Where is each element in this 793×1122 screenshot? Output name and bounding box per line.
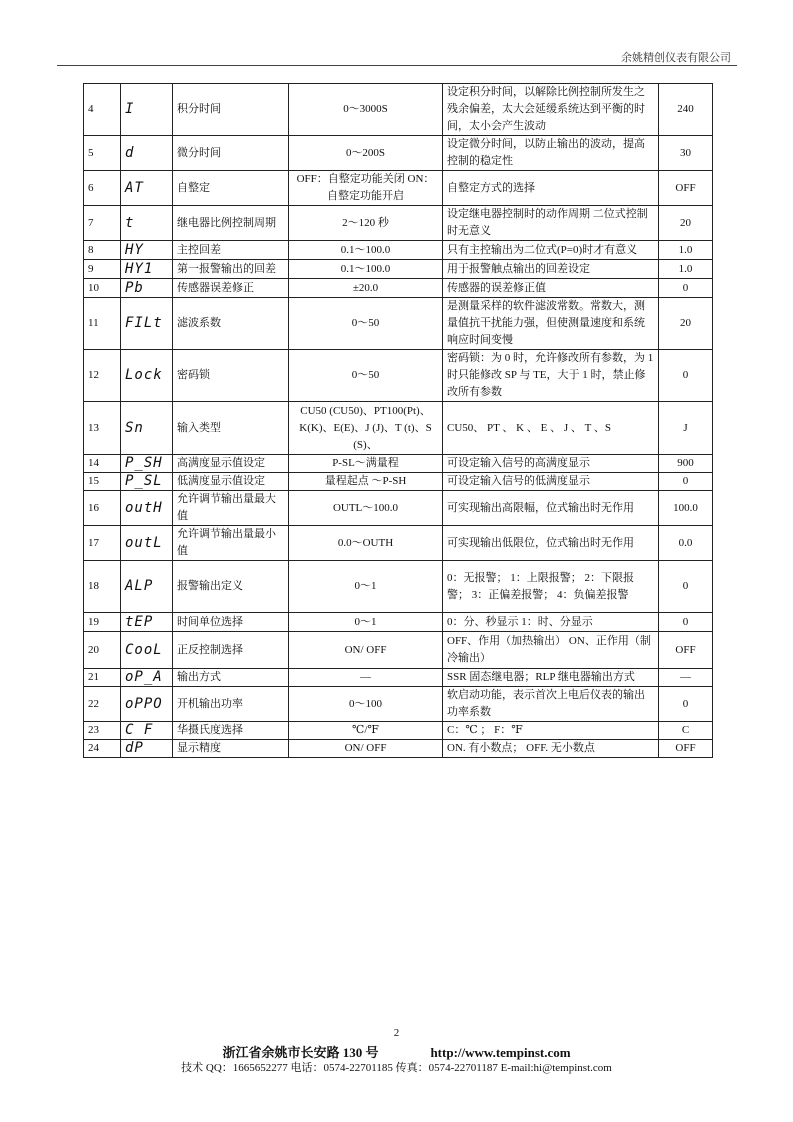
table-row — [84, 260, 713, 279]
param-description: ON. 有小数点； OFF. 无小数点 — [443, 740, 659, 758]
table-row — [84, 561, 713, 613]
param-default: 20 — [659, 298, 713, 350]
param-name: 输入类型 — [173, 402, 289, 455]
param-range: 0～50 — [289, 350, 443, 402]
param-description: 设定积分时间，以解除比例控制所发生之残余偏差，太大会延缓系统达到平衡的时间，太小会产生波动 — [443, 84, 659, 136]
footer-contact: 技术 QQ：1665652277 电话：0574-22701185 传真：0574-22701187 E-mail:hi@tempinst.com — [181, 1062, 612, 1074]
display-symbol: t — [121, 206, 173, 241]
table-row — [84, 613, 713, 632]
display-symbol: FILt — [121, 298, 173, 350]
param-description: C：℃ ； F：℉ — [443, 722, 659, 740]
param-name: 开机输出功率 — [173, 687, 289, 722]
param-range: CU50 (CU50)、PT100(Pt)、K(K)、E(E)、J (J)、T (t)、S (S)、 — [289, 402, 443, 455]
row-number: 18 — [84, 561, 121, 613]
row-number: 17 — [84, 526, 121, 561]
row-number: 6 — [84, 171, 121, 206]
param-description: 设定继电器控制时的动作周期 二位式控制时无意义 — [443, 206, 659, 241]
param-name: 第一报警输出的回差 — [173, 260, 289, 279]
table-row — [84, 298, 713, 350]
param-default: 240 — [659, 84, 713, 136]
row-number: 20 — [84, 632, 121, 669]
param-name: 时间单位选择 — [173, 613, 289, 632]
table-row — [84, 279, 713, 298]
param-description: 可实现输出高限幅，位式输出时无作用 — [443, 491, 659, 526]
param-name: 显示精度 — [173, 740, 289, 758]
row-number: 12 — [84, 350, 121, 402]
param-description: CU50、 PT 、 K 、 E 、 J 、 T 、S — [443, 402, 659, 455]
param-default: 0 — [659, 613, 713, 632]
table-row — [84, 526, 713, 561]
param-range: 0～1 — [289, 561, 443, 613]
row-number: 11 — [84, 298, 121, 350]
row-number: 24 — [84, 740, 121, 758]
display-symbol: Lock — [121, 350, 173, 402]
row-number: 15 — [84, 473, 121, 491]
param-range: ON/ OFF — [289, 632, 443, 669]
row-number: 16 — [84, 491, 121, 526]
footer-url[interactable]: http://www.tempinst.com — [430, 1045, 571, 1060]
param-default: 1.0 — [659, 260, 713, 279]
param-range: 2～120 秒 — [289, 206, 443, 241]
display-symbol: AT — [121, 171, 173, 206]
param-range: 量程起点 ～P-SH — [289, 473, 443, 491]
param-description: 用于报警触点输出的回差设定 — [443, 260, 659, 279]
header-rule — [57, 65, 737, 66]
display-symbol: HY1 — [121, 260, 173, 279]
param-description: OFF、作用（加热输出） ON、正作用（制冷输出） — [443, 632, 659, 669]
display-symbol: d — [121, 136, 173, 171]
display-symbol: Pb — [121, 279, 173, 298]
param-range: 0.1～100.0 — [289, 260, 443, 279]
table-row — [84, 241, 713, 260]
param-range: ℃/℉ — [289, 722, 443, 740]
param-range: — — [289, 669, 443, 687]
param-default: 0 — [659, 687, 713, 722]
param-description: 软启动功能，表示首次上电后仪表的输出功率系数 — [443, 687, 659, 722]
param-name: 允许调节输出量最大值 — [173, 491, 289, 526]
row-number: 13 — [84, 402, 121, 455]
param-range: OUTL～100.0 — [289, 491, 443, 526]
param-default: 0.0 — [659, 526, 713, 561]
param-default: C — [659, 722, 713, 740]
display-symbol: P_SH — [121, 455, 173, 473]
param-name: 输出方式 — [173, 669, 289, 687]
param-description: SSR 固态继电器；RLP 继电器输出方式 — [443, 669, 659, 687]
row-number: 14 — [84, 455, 121, 473]
row-number: 19 — [84, 613, 121, 632]
company-name: 余姚精创仪表有限公司 — [621, 52, 731, 64]
row-number: 9 — [84, 260, 121, 279]
parameter-table — [83, 83, 713, 758]
param-name: 传感器误差修正 — [173, 279, 289, 298]
param-name: 高满度显示值设定 — [173, 455, 289, 473]
param-default: 900 — [659, 455, 713, 473]
param-default: J — [659, 402, 713, 455]
param-description: 自整定方式的选择 — [443, 171, 659, 206]
param-range: 0～1 — [289, 613, 443, 632]
param-description: 设定微分时间，以防止输出的波动，提高控制的稳定性 — [443, 136, 659, 171]
param-default: 0 — [659, 561, 713, 613]
display-symbol: outH — [121, 491, 173, 526]
row-number: 23 — [84, 722, 121, 740]
display-symbol: Sn — [121, 402, 173, 455]
display-symbol: HY — [121, 241, 173, 260]
table-row — [84, 206, 713, 241]
row-number: 21 — [84, 669, 121, 687]
page-number: 2 — [393, 1027, 400, 1039]
param-name: 滤波系数 — [173, 298, 289, 350]
table-row — [84, 687, 713, 722]
row-number: 4 — [84, 84, 121, 136]
display-symbol: oP_A — [121, 669, 173, 687]
display-symbol: tEP — [121, 613, 173, 632]
param-description: 可设定输入信号的高满度显示 — [443, 455, 659, 473]
table-row — [84, 171, 713, 206]
table-row — [84, 84, 713, 136]
param-range: 0～200S — [289, 136, 443, 171]
param-range: 0.0～OUTH — [289, 526, 443, 561]
table-row — [84, 473, 713, 491]
table-row — [84, 722, 713, 740]
param-description: 只有主控输出为二位式(P=0)时才有意义 — [443, 241, 659, 260]
param-name: 华摄氏度选择 — [173, 722, 289, 740]
param-description: 0：分、秒显示 1：时、分显示 — [443, 613, 659, 632]
param-default: 0 — [659, 473, 713, 491]
param-name: 自整定 — [173, 171, 289, 206]
footer-address: 浙江省余姚市长安路 130 号 — [222, 1045, 379, 1060]
param-default: 0 — [659, 350, 713, 402]
row-number: 22 — [84, 687, 121, 722]
row-number: 10 — [84, 279, 121, 298]
table-row — [84, 136, 713, 171]
display-symbol: oPPO — [121, 687, 173, 722]
param-default: 20 — [659, 206, 713, 241]
display-symbol: dP — [121, 740, 173, 758]
row-number: 8 — [84, 241, 121, 260]
param-default: — — [659, 669, 713, 687]
display-symbol: C F — [121, 722, 173, 740]
param-range: ±20.0 — [289, 279, 443, 298]
row-number: 7 — [84, 206, 121, 241]
table-row — [84, 455, 713, 473]
display-symbol: outL — [121, 526, 173, 561]
display-symbol: I — [121, 84, 173, 136]
param-name: 主控回差 — [173, 241, 289, 260]
table-row — [84, 402, 713, 455]
table-row — [84, 740, 713, 758]
table-row — [84, 669, 713, 687]
param-range: 0～3000S — [289, 84, 443, 136]
param-default: OFF — [659, 632, 713, 669]
param-description: 是测量采样的软件滤波常数。常数大，测量值抗干扰能力强，但使测量速度和系统响应时间变慢 — [443, 298, 659, 350]
table-row — [84, 491, 713, 526]
param-name: 报警输出定义 — [173, 561, 289, 613]
display-symbol: CooL — [121, 632, 173, 669]
display-symbol: ALP — [121, 561, 173, 613]
param-description: 可设定输入信号的低满度显示 — [443, 473, 659, 491]
param-default: OFF — [659, 740, 713, 758]
param-description: 传感器的误差修正值 — [443, 279, 659, 298]
param-default: 30 — [659, 136, 713, 171]
param-name: 低满度显示值设定 — [173, 473, 289, 491]
param-default: 1.0 — [659, 241, 713, 260]
param-default: 100.0 — [659, 491, 713, 526]
display-symbol: P_SL — [121, 473, 173, 491]
param-description: 密码锁：为 0 时，允许修改所有参数，为 1 时只能修改 SP 与 TE，大于 1 时，禁止修改所有参数 — [443, 350, 659, 402]
row-number: 5 — [84, 136, 121, 171]
param-name: 微分时间 — [173, 136, 289, 171]
param-description: 可实现输出低限位，位式输出时无作用 — [443, 526, 659, 561]
param-range: 0～50 — [289, 298, 443, 350]
param-name: 积分时间 — [173, 84, 289, 136]
table-row — [84, 350, 713, 402]
param-name: 继电器比例控制周期 — [173, 206, 289, 241]
param-name: 正反控制选择 — [173, 632, 289, 669]
param-range: 0～100 — [289, 687, 443, 722]
param-name: 密码锁 — [173, 350, 289, 402]
param-name: 允许调节输出量最小值 — [173, 526, 289, 561]
param-range: P-SL～满量程 — [289, 455, 443, 473]
param-range: ON/ OFF — [289, 740, 443, 758]
param-default: OFF — [659, 171, 713, 206]
table-row — [84, 632, 713, 669]
param-range: OFF：自整定功能关闭 ON：自整定功能开启 — [289, 171, 443, 206]
param-default: 0 — [659, 279, 713, 298]
param-range: 0.1～100.0 — [289, 241, 443, 260]
param-description: 0：无报警； 1：上限报警； 2：下限报警； 3：正偏差报警； 4：负偏差报警 — [443, 561, 659, 613]
